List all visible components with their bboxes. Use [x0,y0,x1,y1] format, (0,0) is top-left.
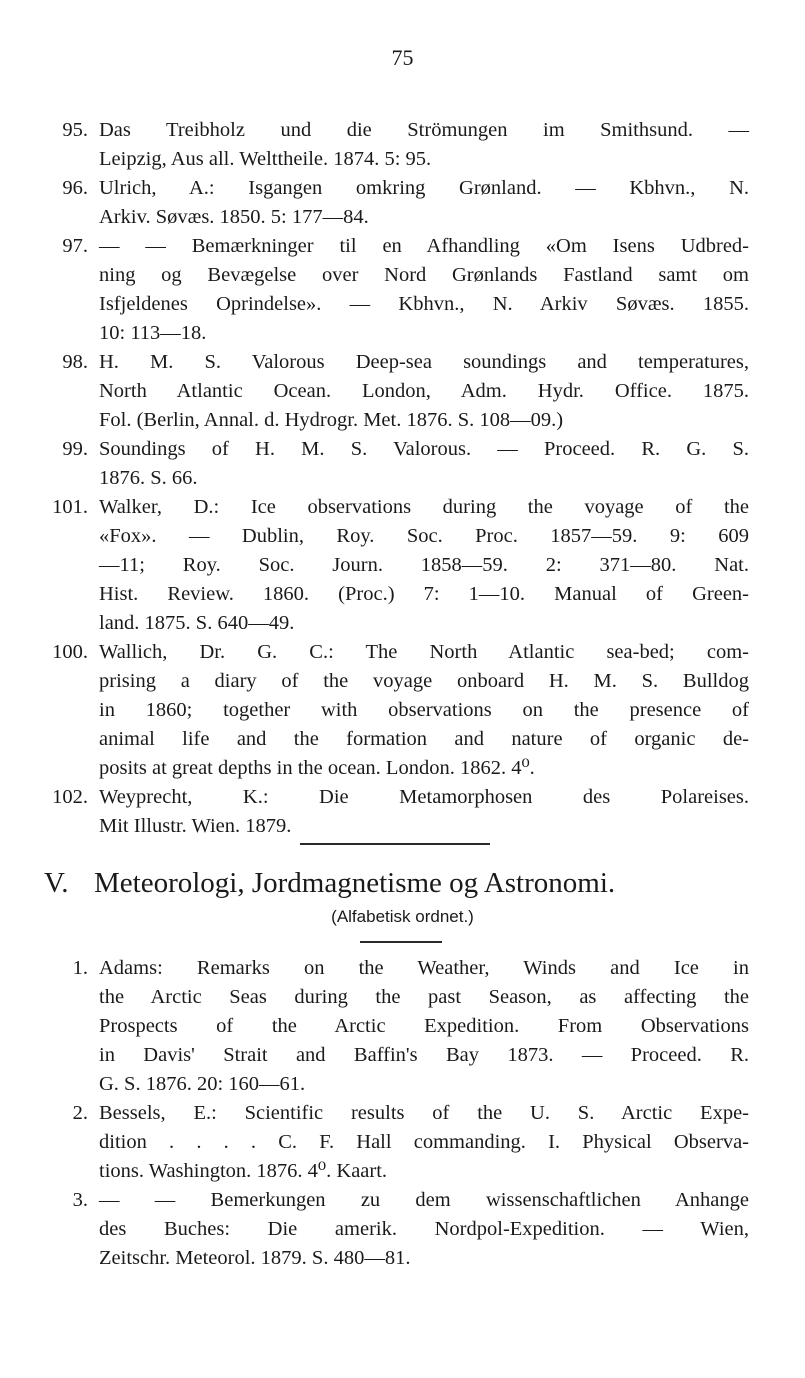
entry-line: in Davis' Strait and Baffin's Bay 1873. — Proceed. R. [99,1044,749,1066]
section-heading [44,866,784,900]
entry-number: 100. [52,641,88,663]
entry-line: 1876. S. 66. [99,467,198,489]
section-roman-numeral: V. [44,867,69,899]
entry-line: H. M. S. Valorous Deep-sea soundings and temperatures, [99,351,749,373]
entry-line: prising a diary of the voyage onboard H. M. S. Bulldog [99,670,749,692]
entry-text [99,435,749,493]
entry-number: 1. [72,957,88,979]
entry-line: G. S. 1876. 20: 160—61. [99,1073,306,1095]
entry-number: 2. [72,1102,88,1124]
entry-line: Das Treibholz und die Strömungen im Smithsund. — [99,119,749,141]
entry-line: Isfjeldenes Oprindelse». — Kbhvn., N. Arkiv Søvæs. 1855. [99,293,749,315]
entry-line: — — Bemerkungen zu dem wissenschaftlichen Anhange [99,1189,749,1211]
entry-line: 10: 113—18. [99,322,207,344]
entry-line: tions. Washington. 1876. 4⁰. Kaart. [99,1160,388,1182]
entry-line: Weyprecht, K.: Die Metamorphosen des Polareises. [99,786,749,808]
entry-text [99,783,749,841]
entry-text [99,1186,749,1273]
entry-number: 98. [62,351,88,373]
entry-text [99,116,749,174]
entry-line: — — Bemærkninger til en Afhandling «Om Isens Udbred- [99,235,749,257]
entry-line: Fol. (Berlin, Annal. d. Hydrogr. Met. 1876. S. 108—09.) [99,409,564,431]
entry-line: the Arctic Seas during the past Season, as affecting the [99,986,749,1008]
entry-line: posits at great depths in the ocean. London. 1862. 4⁰. [99,757,535,779]
entry-number: 95. [62,119,88,141]
entry-line: Leipzig, Aus all. Welttheile. 1874. 5: 95. [99,148,432,170]
entry-line: Zeitschr. Meteorol. 1879. S. 480—81. [99,1247,411,1269]
entry-line: «Fox». — Dublin, Roy. Soc. Proc. 1857—59. 9: 609 [99,525,749,547]
entry-line: des Buches: Die amerik. Nordpol-Expedition. — Wien, [99,1218,749,1240]
section-divider-rule [300,843,490,845]
entry-text [99,638,749,783]
entry-line: Arkiv. Søvæs. 1850. 5: 177—84. [99,206,369,228]
entry-number: 3. [72,1189,88,1211]
entry-line: land. 1875. S. 640—49. [99,612,295,634]
entry-number: 96. [62,177,88,199]
entry-line: Bessels, E.: Scientific results of the U. S. Arctic Expe- [99,1102,749,1124]
section-subtitle: (Alfabetisk ordnet.) [331,907,474,926]
entry-line: Ulrich, A.: Isgangen omkring Grønland. — Kbhvn., N. [99,177,749,199]
entry-text [99,1099,749,1186]
entry-line: Soundings of H. M. S. Valorous. — Proceed. R. G. S. [99,438,749,460]
entry-text [99,954,749,1099]
entry-line: in 1860; together with observations on the presence of [99,699,749,721]
subtitle-rule [360,941,442,943]
entry-line: Adams: Remarks on the Weather, Winds and Ice in [99,957,749,979]
entry-line: ning og Bevægelse over Nord Grønlands Fastland samt om [99,264,749,286]
entry-line: North Atlantic Ocean. London, Adm. Hydr. Office. 1875. [99,380,749,402]
entry-line: Mit Illustr. Wien. 1879. [99,815,292,837]
entry-line: dition . . . . C. F. Hall commanding. I. Physical Observa- [99,1131,749,1153]
entry-text [99,493,749,638]
entry-line: Hist. Review. 1860. (Proc.) 7: 1—10. Manual of Green- [99,583,749,605]
entry-text [99,232,749,348]
entry-number: 99. [62,438,88,460]
entry-text [99,174,749,232]
section-title: Meteorologi, Jordmagnetisme og Astronomi. [94,867,616,899]
entry-line: Wallich, Dr. G. C.: The North Atlantic sea-bed; com- [99,641,749,663]
entry-line: —11; Roy. Soc. Journ. 1858—59. 2: 371—80. Nat. [99,554,749,576]
entry-line: animal life and the formation and nature of organic de- [99,728,749,750]
entry-text [99,348,749,435]
entry-number: 102. [52,786,88,808]
entry-line: Prospects of the Arctic Expedition. From Observations [99,1015,749,1037]
page-number: 75 [391,45,414,70]
entry-number: 97. [62,235,88,257]
entry-line: Walker, D.: Ice observations during the voyage of the [99,496,749,518]
entry-number: 101. [52,496,88,518]
